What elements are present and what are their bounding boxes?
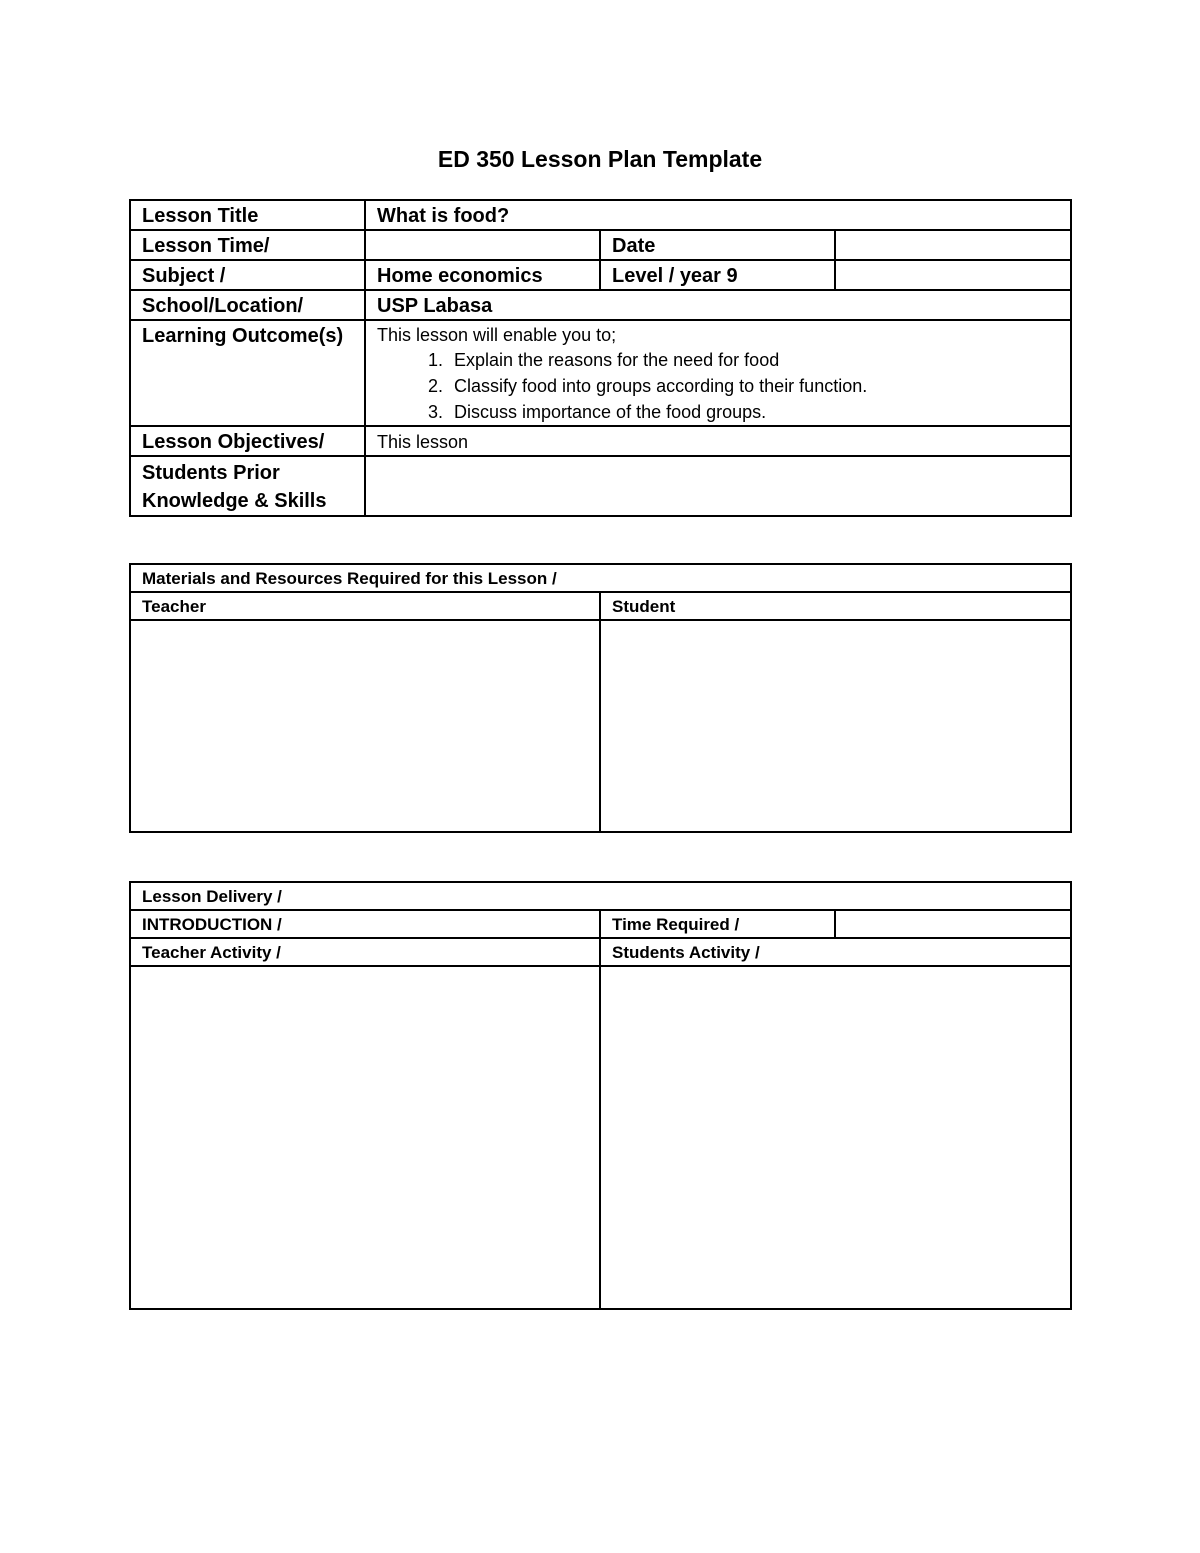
date-label: Date	[600, 230, 835, 260]
materials-table	[129, 563, 1072, 833]
introduction-label: INTRODUCTION /	[130, 910, 600, 938]
lesson-delivery-header: Lesson Delivery /	[130, 882, 1071, 910]
lesson-time-label: Lesson Time/	[130, 230, 365, 260]
subject-value[interactable]: Home economics	[365, 260, 600, 290]
learning-outcomes-intro: This lesson will enable you to;	[377, 325, 617, 345]
lesson-time-row	[130, 230, 1071, 260]
lesson-time-value[interactable]	[365, 230, 600, 260]
date-value[interactable]	[835, 230, 1071, 260]
learning-outcome-item: 2. Classify food into groups according to their function.	[448, 373, 1070, 399]
lesson-title-row	[130, 200, 1071, 230]
school-row	[130, 290, 1071, 320]
activity-body-row	[130, 966, 1071, 1309]
prior-knowledge-label-line2: Knowledge & Skills	[142, 490, 327, 512]
learning-outcomes-cell[interactable]	[365, 320, 1071, 426]
materials-header-row	[130, 564, 1071, 592]
time-required-label: Time Required /	[600, 910, 835, 938]
prior-knowledge-label-line1: Students Prior	[142, 462, 280, 484]
teacher-materials-label: Teacher	[130, 592, 600, 620]
student-materials-label: Student	[600, 592, 1071, 620]
activity-labels-row	[130, 938, 1071, 966]
lesson-delivery-table	[129, 881, 1072, 1310]
subject-row	[130, 260, 1071, 290]
school-value[interactable]: USP Labasa	[365, 290, 1071, 320]
learning-outcome-item: 3. Discuss importance of the food groups.	[448, 399, 1070, 425]
lesson-objectives-label: Lesson Objectives/	[130, 426, 365, 456]
prior-knowledge-value[interactable]	[365, 456, 1071, 516]
page-title: ED 350 Lesson Plan Template	[437, 146, 763, 172]
materials-body-row	[130, 620, 1071, 832]
level-label: Level / year 9	[600, 260, 835, 290]
teacher-materials-field[interactable]	[130, 620, 600, 832]
delivery-header-row	[130, 882, 1071, 910]
level-value[interactable]	[835, 260, 1071, 290]
teacher-activity-field[interactable]	[130, 966, 600, 1309]
learning-outcomes-list	[377, 347, 1070, 425]
prior-knowledge-row	[130, 456, 1071, 516]
lesson-title-label: Lesson Title	[130, 200, 365, 230]
lesson-title-value[interactable]: What is food?	[365, 200, 1071, 230]
students-activity-label: Students Activity /	[600, 938, 1071, 966]
school-label: School/Location/	[130, 290, 365, 320]
teacher-activity-label: Teacher Activity /	[130, 938, 600, 966]
learning-outcomes-label: Learning Outcome(s)	[130, 320, 365, 426]
student-materials-field[interactable]	[600, 620, 1071, 832]
lesson-objectives-row	[130, 426, 1071, 456]
learning-outcomes-row	[130, 320, 1071, 426]
materials-header: Materials and Resources Required for this Lesson /	[130, 564, 1071, 592]
lesson-info-table	[129, 199, 1072, 517]
learning-outcome-item: 1. Explain the reasons for the need for food	[448, 347, 1070, 373]
materials-labels-row	[130, 592, 1071, 620]
students-activity-field[interactable]	[600, 966, 1071, 1309]
lesson-objectives-value[interactable]: This lesson	[365, 426, 1071, 456]
prior-knowledge-label	[130, 456, 365, 516]
subject-label: Subject /	[130, 260, 365, 290]
time-required-value[interactable]	[835, 910, 1071, 938]
introduction-row	[130, 910, 1071, 938]
